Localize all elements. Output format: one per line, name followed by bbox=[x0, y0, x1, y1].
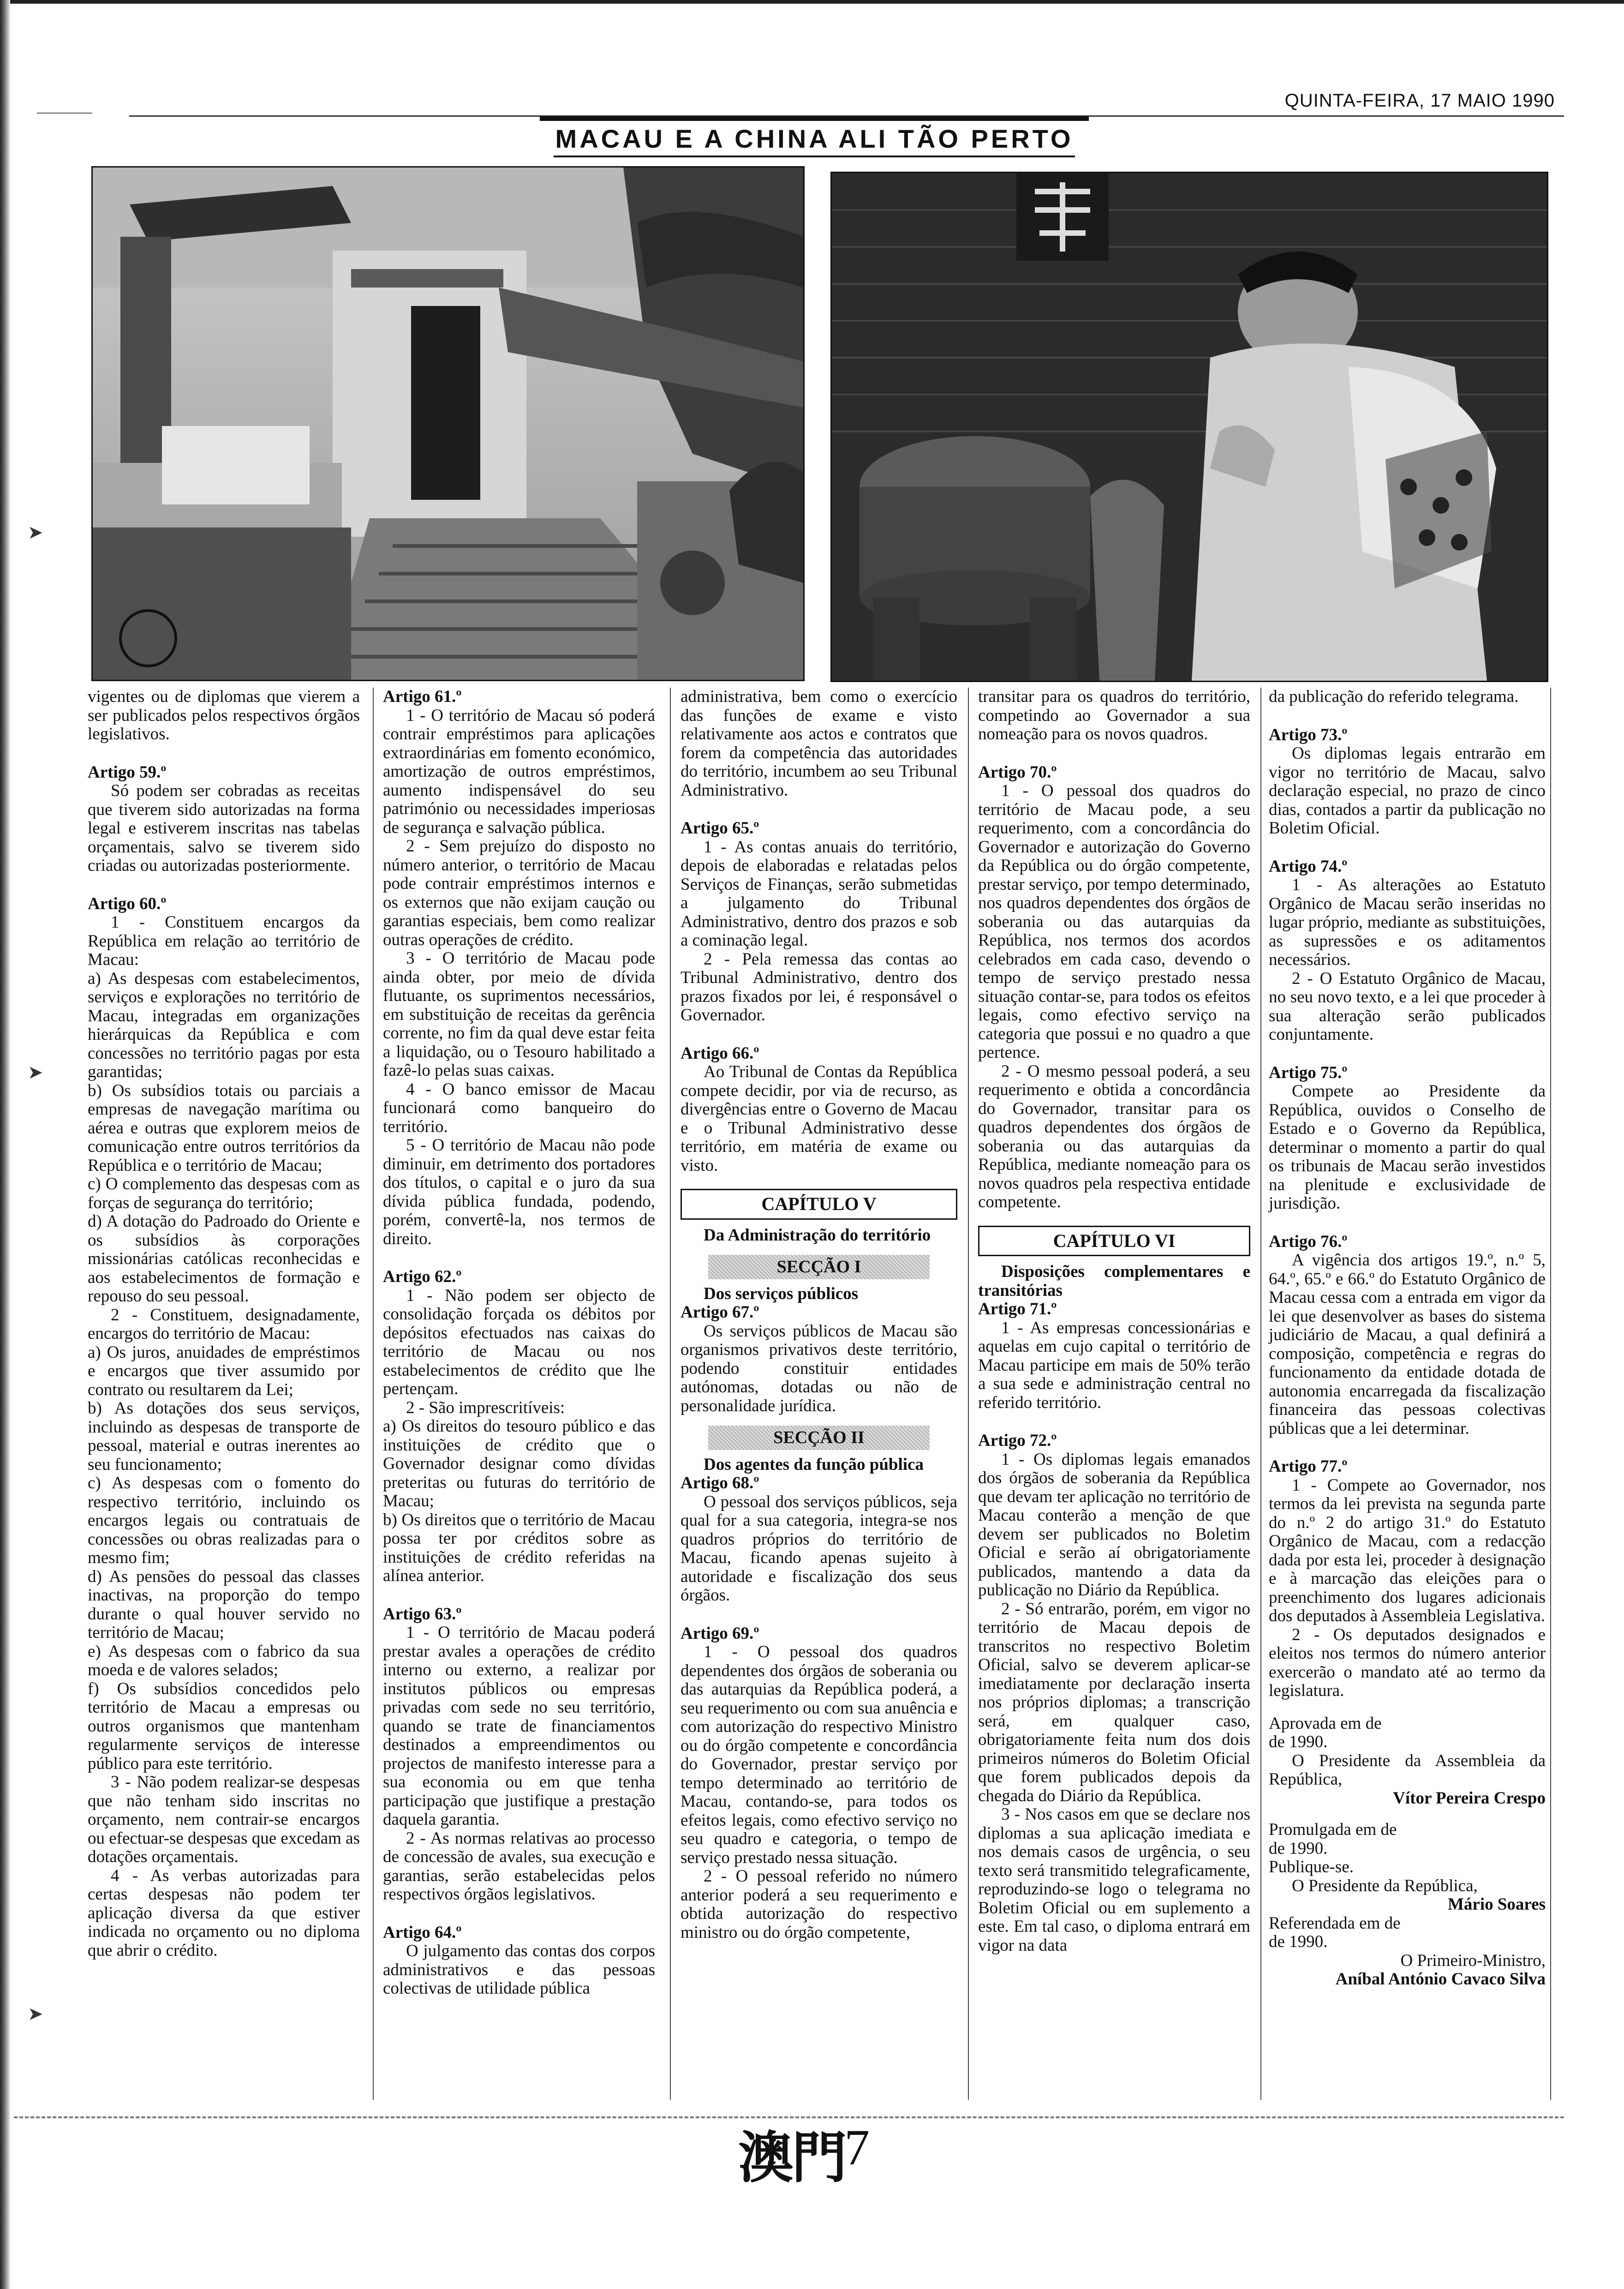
paragraph: 1 - Compete ao Governador, nos termos da lei prevista na segunda parte do n.º 2 do artigo 31.º do Estatuto Orgânico de Macau, com a redacção dada por esta lei, proceder à designação e à marcação das eleições para o preenchimento dos lugares adicionais dos deputados à Assembleia Legislativa. bbox=[1269, 1475, 1546, 1625]
article-heading-61: Artigo 61.º bbox=[383, 687, 462, 706]
paragraph: 5 - O território de Macau não pode diminuir, em detrimento dos portadores dos títulos, o capital e o juro da sua dívida pública fundada, podendo, porém, convertê-la, nos termos de direito. bbox=[383, 1136, 655, 1248]
paragraph: 2 - Constituem, designadamente, encargos do território de Macau: bbox=[88, 1305, 360, 1343]
paragraph: da publicação do referido telegrama. bbox=[1269, 687, 1519, 706]
paragraph: f) Os subsídios concedidos pelo território de Macau a empresas ou outros organismos que mantenham regularmente serviços de interesse público para este território. bbox=[88, 1679, 360, 1773]
referendum-year: de 1990. bbox=[1269, 1932, 1328, 1951]
referendum-line: Referendada em de bbox=[1269, 1913, 1401, 1933]
paragraph: 4 - As verbas autorizadas para certas despesas não podem ter aplicação diversa da que estiver indicada no orçamento ou no diploma que abrir o crédito. bbox=[88, 1866, 360, 1960]
paragraph: Só podem ser cobradas as receitas que tiverem sido autorizadas na forma legal e estiverem inscritas nas tabelas orçamentais, salvo se tiverem sido criadas ou autorizadas posteriormente. bbox=[88, 781, 360, 875]
signatory-title: O Presidente da Assembleia da República, bbox=[1269, 1751, 1546, 1789]
paragraph: 1 - O território de Macau poderá prestar avales a operações de crédito interno ou externo, a realizar por institutos públicos ou empresas privadas com sede no seu território, quando se trate de financiamentos destinados a empreendimentos ou projectos de manifesto interesse para a sua economia ou em que tenha participação que justifique a prestação daquela garantia. bbox=[383, 1623, 655, 1829]
paragraph: 1 - O pessoal dos quadros dependentes dos órgãos de soberania ou das autarquias da República poderá, a seu requerimento ou com sua anuência e com autorização do respectivo Ministro ou do órgão competente e concordância do Governador, prestar serviço por tempo determinado ao território de Macau, contando-se, para todos os efeitos legais, como efectivo serviço no seu quadro e categoria, o tempo de serviço prestado nessa situação. bbox=[681, 1642, 957, 1867]
paragraph: c) O complemento das despesas com as forças de segurança do território; bbox=[88, 1174, 360, 1212]
article-heading-63: Artigo 63.º bbox=[383, 1604, 462, 1624]
paragraph: 3 - Não podem realizar-se despesas que não tenham sido inscritas no orçamento, nem contrair-se encargos ou efectuar-se despesas que excedam as dotações orçamentais. bbox=[88, 1773, 360, 1866]
chapter-heading-6: CAPÍTULO VI bbox=[978, 1226, 1250, 1257]
paragraph: 2 - O pessoal referido no número anterior poderá a seu requerimento e obtida autorização do respectivo ministro ou do órgão competente, bbox=[681, 1867, 957, 1942]
paragraph: a) Os juros, anuidades de empréstimos e encargos que tiver assumido por contrato ou resultarem da Lei; bbox=[88, 1342, 360, 1399]
article-heading-64: Artigo 64.º bbox=[383, 1923, 462, 1942]
paragraph: d) As pensões do pessoal das classes inactivas, na proporção do tempo durante o qual houver servido no território de Macau; bbox=[88, 1567, 360, 1642]
page-number: 7 bbox=[844, 2119, 870, 2175]
article-heading-71: Artigo 71.º bbox=[978, 1300, 1057, 1318]
text-column-1 bbox=[88, 688, 360, 1960]
scan-left-edge bbox=[0, 0, 10, 2289]
article-heading-65: Artigo 65.º bbox=[681, 819, 759, 838]
section-subtitle: Dos serviços públicos bbox=[704, 1284, 859, 1303]
paragraph: a) Os direitos do tesouro público e das instituições de crédito que o Governador designar como dívidas preteritas ou futuras do território de Macau; bbox=[383, 1417, 655, 1510]
article-heading-73: Artigo 73.º bbox=[1269, 725, 1348, 744]
approval-line: Aprovada em de bbox=[1269, 1714, 1382, 1733]
article-heading-76: Artigo 76.º bbox=[1269, 1232, 1348, 1251]
paragraph: 4 - O banco emissor de Macau funcionará como banqueiro do território. bbox=[383, 1079, 655, 1136]
article-heading-75: Artigo 75.º bbox=[1269, 1063, 1348, 1082]
paragraph: 1 - Não podem ser objecto de consolidação forçada os débitos por depósitos efectuados nas caixas do território de Macau ou nos estabelecimentos de crédito que lhe pertençam. bbox=[383, 1286, 655, 1398]
paragraph: 2 - O mesmo pessoal poderá, a seu requerimento e obtida a concordância do Governador, transitar para os quadros dependentes dos órgãos de soberania ou das autarquias da República, mediante nomeação para os novos quadros pela respectiva entidade competente. bbox=[978, 1061, 1250, 1211]
registration-mark-icon: ➤ bbox=[28, 1062, 43, 1083]
section-heading-2: SECÇÃO II bbox=[708, 1426, 930, 1450]
article-heading-77: Artigo 77.º bbox=[1269, 1457, 1348, 1476]
paragraph: b) Os direitos que o território de Macau possa ter por créditos sobre as instituições de crédito referidas na alínea anterior. bbox=[383, 1510, 655, 1585]
woman-photo bbox=[830, 172, 1548, 682]
publication-logo: 澳門 bbox=[738, 2125, 845, 2190]
signatory-title: O Presidente da República, bbox=[1292, 1876, 1478, 1895]
promulgation-year: de 1990. bbox=[1269, 1839, 1328, 1858]
article-heading-72: Artigo 72.º bbox=[978, 1431, 1057, 1450]
paragraph: O pessoal dos serviços públicos, seja qual for a sua categoria, integra-se nos quadros próprios do território de Macau, ficando apenas sujeito à autoridade e fiscalização dos seus órgãos. bbox=[681, 1492, 957, 1605]
page-date: QUINTA-FEIRA, 17 MAIO 1990 bbox=[1284, 90, 1555, 111]
paragraph: 1 - As alterações ao Estatuto Orgânico de Macau serão inseridas no lugar próprio, mediante as substituições, as supressões e os aditamentos necessários. bbox=[1269, 875, 1546, 969]
text-column-3 bbox=[681, 688, 957, 1942]
section-heading-1: SECÇÃO I bbox=[708, 1255, 930, 1279]
paragraph: transitar para os quadros do território, competindo ao Governador a sua nomeação para os novos quadros. bbox=[978, 687, 1250, 743]
paragraph: Os diplomas legais entrarão em vigor no território de Macau, salvo declaração especial, no prazo de cinco dias, contados a partir da publicação no Boletim Oficial. bbox=[1269, 744, 1546, 838]
section-subtitle: Dos agentes da função pública bbox=[704, 1455, 924, 1474]
registration-mark-icon: ➤ bbox=[28, 2003, 43, 2024]
paragraph: 3 - Nos casos em que se declare nos diplomas a sua aplicação imediata e nos demais casos de urgência, o seu texto será transmitido telegraficamente, reproduzindo-se logo o telegrama no Boletim Oficial ou em suplemento a este. Em tal caso, o diploma entrará em vigor na data bbox=[978, 1805, 1250, 1955]
paragraph: b) As dotações dos seus serviços, incluindo as despesas de transporte de pessoal, material e outras inerentes ao seu funcionamento; bbox=[88, 1399, 360, 1474]
signatory-name: Vítor Pereira Crespo bbox=[1393, 1788, 1546, 1808]
paragraph: A vigência dos artigos 19.º, n.º 5, 64.º, 65.º e 66.º do Estatuto Orgânico de Macau cessa com a entrada em vigor da lei que desenvolver as bases do sistema judiciário de Macau, a qual definirá a composição, competência e regras do funcionamento da entidade dotada de autonomia encarregada da fiscalização financeira das pessoas colectivas públicas que a lei determinar. bbox=[1269, 1251, 1546, 1438]
page-headline: MACAU E A CHINA ALI TÃO PERTO bbox=[555, 124, 1074, 153]
article-heading-69: Artigo 69.º bbox=[681, 1624, 759, 1643]
paragraph: 1 - As contas anuais do território, depois de elaboradas e relatadas pelos Serviços de Finanças, serão submetidas a julgamento do Tribunal Administrativo, dentro dos prazos e sob a cominação legal. bbox=[681, 837, 957, 950]
text-column-2 bbox=[383, 688, 655, 1998]
column-divider-4 bbox=[1260, 688, 1261, 2100]
paragraph: 1 - O pessoal dos quadros do território de Macau pode, a seu requerimento, com a concordância do Governador e autorização do Governo da República ou do órgão competente, prestar serviço, por tempo determinado, nos quadros dependentes dos órgãos de soberania ou das autarquias da República, nos termos dos acordos celebrados em cada caso, devendo o tempo de serviço prestado nessa situação contar-se, para todos os efeitos legais, como efectivo serviço na categoria que possui e no quadro a que pertence. bbox=[978, 781, 1250, 1062]
chapter-heading-5: CAPÍTULO V bbox=[681, 1189, 957, 1220]
column-divider-5 bbox=[1550, 688, 1551, 2100]
signatory-title: O Primeiro-Ministro, bbox=[1400, 1951, 1546, 1970]
signatory-name: Aníbal António Cavaco Silva bbox=[1335, 1970, 1546, 1989]
paragraph: 2 - Sem prejuízo do disposto no número anterior, o território de Macau pode contrair empréstimos internos e os externos que não exijam caução ou garantias especiais, bem como realizar outras operações de crédito. bbox=[383, 837, 655, 949]
headline-bar bbox=[540, 116, 1089, 121]
temple-photo bbox=[91, 166, 805, 681]
column-divider-1 bbox=[373, 688, 374, 2100]
registration-mark-icon: ➤ bbox=[28, 522, 43, 543]
paragraph: a) As despesas com estabelecimentos, serviços e explorações no território de Macau, integradas em organizações hierárquicas da República e com concessões no território pagas por esta garantidas; bbox=[88, 969, 360, 1081]
temple-photo-image bbox=[93, 168, 803, 680]
paragraph: 1 - As empresas concessionárias e aquelas em cujo capital o território de Macau participe em mais de 50% terão a sua sede e administração central no referido território. bbox=[978, 1318, 1250, 1412]
paragraph: Os serviços públicos de Macau são organismos privativos deste território, podendo constituir entidades autónomas, dotadas ou não de personalidade jurídica. bbox=[681, 1321, 957, 1415]
paragraph: vigentes ou de diplomas que vierem a ser publicados pelos respectivos órgãos legislativos. bbox=[88, 687, 360, 743]
column-divider-3 bbox=[968, 688, 969, 2100]
paragraph: Ao Tribunal de Contas da República compete decidir, por via de recurso, as divergências entre o Governo de Macau e o Tribunal Administrativo desse território, em matéria de exame ou visto. bbox=[681, 1062, 957, 1175]
woman-photo-image bbox=[832, 173, 1547, 681]
paragraph: 2 - As normas relativas ao processo de concessão de avales, sua execução e garantias, serão estabelecidas pelos respectivos órgãos legislativos. bbox=[383, 1828, 655, 1904]
article-heading-68: Artigo 68.º bbox=[681, 1474, 759, 1492]
headline-block bbox=[540, 116, 1089, 157]
article-heading-67: Artigo 67.º bbox=[681, 1303, 759, 1322]
approval-year: de 1990. bbox=[1269, 1732, 1328, 1751]
paragraph: 2 - O Estatuto Orgânico de Macau, no seu novo texto, e a lei que proceder à sua alteração serão publicados conjuntamente. bbox=[1269, 969, 1546, 1044]
signatory-name: Mário Soares bbox=[1447, 1895, 1546, 1914]
paragraph: 1 - O território de Macau só poderá contrair empréstimos para aplicações extraordinárias em fomento económico, amortização de outros empréstimos, aumento indispensável do seu património ou necessidades imperiosas de segurança e salvação pública. bbox=[383, 706, 655, 837]
paragraph: 1 - Os diplomas legais emanados dos órgãos de soberania da República que devam ter aplicação no território de Macau conterão a menção de que devem ser publicados no Boletim Oficial e serão aí obrigatoriamente publicados, mantendo a data da publicação no Diário da República. bbox=[978, 1450, 1250, 1600]
text-column-4 bbox=[978, 688, 1250, 1955]
chapter-subtitle: Da Administração do território bbox=[704, 1225, 931, 1245]
headline-underline bbox=[554, 156, 1075, 157]
header-rule-left bbox=[37, 113, 92, 114]
article-heading-74: Artigo 74.º bbox=[1269, 857, 1348, 876]
paragraph: administrativa, bem como o exercício das funções de exame e visto relativamente aos actos e contratos que forem da competência das autoridades do território, incumbem ao seu Tribunal Administrativo. bbox=[681, 687, 957, 800]
paragraph: 1 - Constituem encargos da República em relação ao território de Macau: bbox=[88, 913, 360, 969]
scan-top-edge bbox=[0, 0, 1624, 4]
article-heading-59: Artigo 59.º bbox=[88, 762, 167, 782]
paragraph: O julgamento das contas dos corpos administrativos e das pessoas colectivas de utilidade pública bbox=[383, 1941, 655, 1998]
text-column-5 bbox=[1269, 688, 1546, 1989]
paragraph: d) A dotação do Padroado do Oriente e os subsídios às corporações missionárias católicas reconhecidas e aos estabelecimentos de formação e repouso do seu pessoal. bbox=[88, 1212, 360, 1306]
column-divider-2 bbox=[670, 688, 671, 2100]
paragraph: Compete ao Presidente da República, ouvidos o Conselho de Estado e o Governo da República, determinar o momento a partir do qual os tribunais de Macau serão investidos na plenitude e exclusividade de jurisdição. bbox=[1269, 1082, 1546, 1213]
paragraph: c) As despesas com o fomento do respectivo território, incluindo os encargos legais ou contratuais de concessões ou obras realizadas para o mesmo fim; bbox=[88, 1474, 360, 1567]
article-heading-60: Artigo 60.º bbox=[88, 894, 167, 913]
paragraph: 2 - São imprescritíveis: bbox=[406, 1398, 565, 1417]
paragraph: b) Os subsídios totais ou parciais a empresas de navegação marítima ou aérea e outras que explorem meios de comunicação entre outros territórios da República e o território de Macau; bbox=[88, 1081, 360, 1175]
paragraph: 2 - Os deputados designados e eleitos nos termos do número anterior exercerão o mandato até ao termo da legislatura. bbox=[1269, 1625, 1546, 1700]
article-heading-66: Artigo 66.º bbox=[681, 1043, 759, 1063]
paragraph: 3 - O território de Macau pode ainda obter, por meio de dívida flutuante, os suprimentos necessários, em substituição de receitas da gerência corrente, no fim da qual deve estar feita a liquidação, ou o Tesouro habilitado a fazê-lo pelas suas caixas. bbox=[383, 949, 655, 1080]
article-heading-70: Artigo 70.º bbox=[978, 762, 1057, 782]
paragraph: 2 - Pela remessa das contas ao Tribunal Administrativo, dentro dos prazos fixados por lei, é responsável o Governador. bbox=[681, 949, 957, 1025]
paragraph: 2 - Só entrarão, porém, em vigor no território de Macau depois de transcritos no respectivo Boletim Oficial, salvo se deverem aplicar-se imediatamente por declaração inserta nos próprios diplomas; a transcrição será, em qualquer caso, obrigatoriamente feita num dos dois primeiros números do Boletim Oficial que forem publicados depois da chegada do Diário da República. bbox=[978, 1599, 1250, 1805]
chapter-subtitle: Disposições complementares e transitórias bbox=[978, 1262, 1250, 1300]
publish-line: Publique-se. bbox=[1269, 1858, 1354, 1876]
article-heading-62: Artigo 62.º bbox=[383, 1267, 462, 1286]
promulgation-line: Promulgada em de bbox=[1269, 1820, 1397, 1839]
paragraph: e) As despesas com o fabrico da sua moeda e de valores selados; bbox=[88, 1642, 360, 1679]
